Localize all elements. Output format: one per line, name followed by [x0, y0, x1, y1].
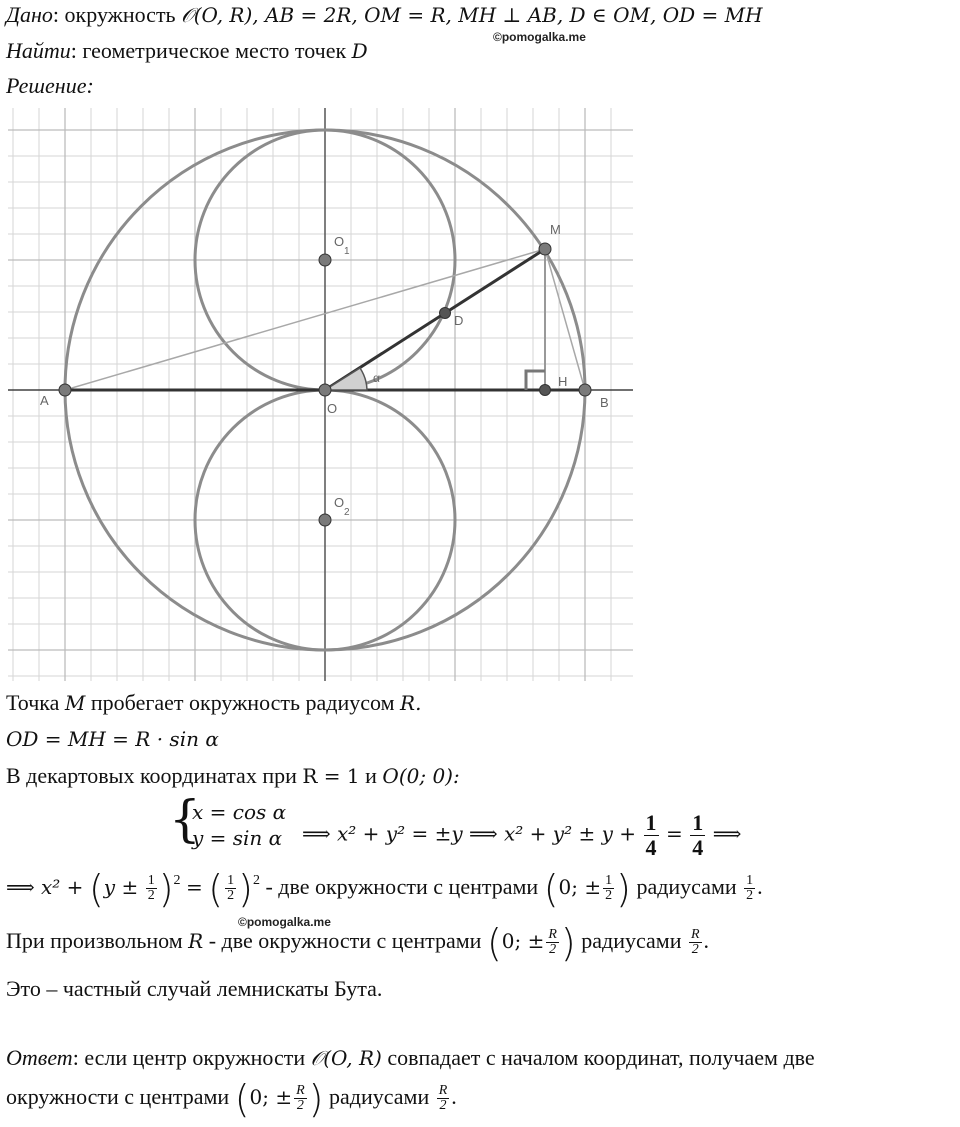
line-arbitrary-r: При произвольном R - две окружности с центрами (0; ± $\frac{R}{2}$ ) радиусами $\frac{R}{2}$ . [6, 920, 710, 965]
point-o [319, 384, 331, 396]
system-eq-1: x = cos α [192, 800, 287, 824]
given-line: Дано: окружность 𝒪(O, R), AB = 2R, OM = R, MH ⊥ AB, D ∈ OM, OD = MH [6, 2, 763, 27]
line-lemniscate: Это – частный случай лемнискаты Бута. [6, 976, 383, 1001]
label-o1-sub: 1 [344, 246, 350, 257]
frac-quarter-1: $\frac{1}{4}$ [645, 810, 657, 860]
line-od-mh: OD = MH = R · sin α [6, 727, 219, 751]
label-d: D [454, 313, 464, 328]
watermark-top: ©pomogalka.me [493, 30, 586, 44]
given-word: окружность [64, 2, 176, 27]
point-b [579, 384, 591, 396]
segment-mb [545, 249, 585, 390]
point-m [539, 243, 551, 255]
label-h: H [558, 374, 568, 389]
line-cartesian: В декартовых координатах при R = 1 и O(0; 0): [6, 763, 460, 788]
label-o: O [327, 401, 338, 416]
given-formula: 𝒪(O, R), AB = 2R, OM = R, MH ⊥ AB, D ∈ OM, OD = MH [181, 3, 763, 27]
label-b: B [600, 395, 609, 410]
system-brace: { [169, 790, 201, 848]
find-line: Найти: геометрическое место точек D [6, 38, 368, 63]
point-h [540, 385, 551, 396]
find-var: D [351, 39, 368, 63]
label-m: M [550, 222, 561, 237]
find-label: Найти [6, 38, 71, 63]
point-d [440, 308, 451, 319]
line-point-m: Точка M пробегает окружность радиусом R. [6, 690, 422, 715]
system-eq-2: y = sin α [192, 826, 283, 850]
alpha-angle-arc [325, 368, 367, 390]
answer-line-1: Ответ: если центр окружности 𝒪(O, R) совпадает с началом координат, получаем две [6, 1045, 815, 1070]
point-a [59, 384, 71, 396]
label-o2: O [334, 495, 345, 510]
answer-label: Ответ [6, 1045, 73, 1070]
point-o2 [319, 514, 331, 526]
equation-chain: ⟹ x² + y² = ±y ⟹ x² + y² ± y + $\frac{1}{4}$ = $\frac{1}{4}$ ⟹ [302, 810, 742, 860]
watermark-bottom: ©pomogalka.me [238, 915, 331, 929]
geometry-figure [0, 103, 640, 683]
segment-am [65, 249, 545, 390]
label-alpha: α [373, 371, 380, 385]
frac-quarter-2: $\frac{1}{4}$ [692, 810, 704, 860]
answer-line-2: окружности с центрами (0; ± $\frac{R}{2}$ ) радиусами $\frac{R}{2}$ . [6, 1076, 457, 1121]
line-two-circles: ⟹ x² + (y ± $\frac{1}{2}$ )$^2$ = ( $\frac{1}{2}$ )$^2$ - две окружности с центрами (0; ± $\frac{1}{2}$ ) радиусами $\frac{1}{2}$ . [6, 866, 763, 911]
label-o2-sub: 2 [344, 507, 350, 518]
label-a: A [40, 393, 49, 408]
label-o1: O [334, 234, 345, 249]
solution-label: Решение: [6, 73, 94, 98]
find-text: геометрическое место точек [82, 38, 347, 63]
point-o1 [319, 254, 331, 266]
given-label: Дано [6, 2, 53, 27]
